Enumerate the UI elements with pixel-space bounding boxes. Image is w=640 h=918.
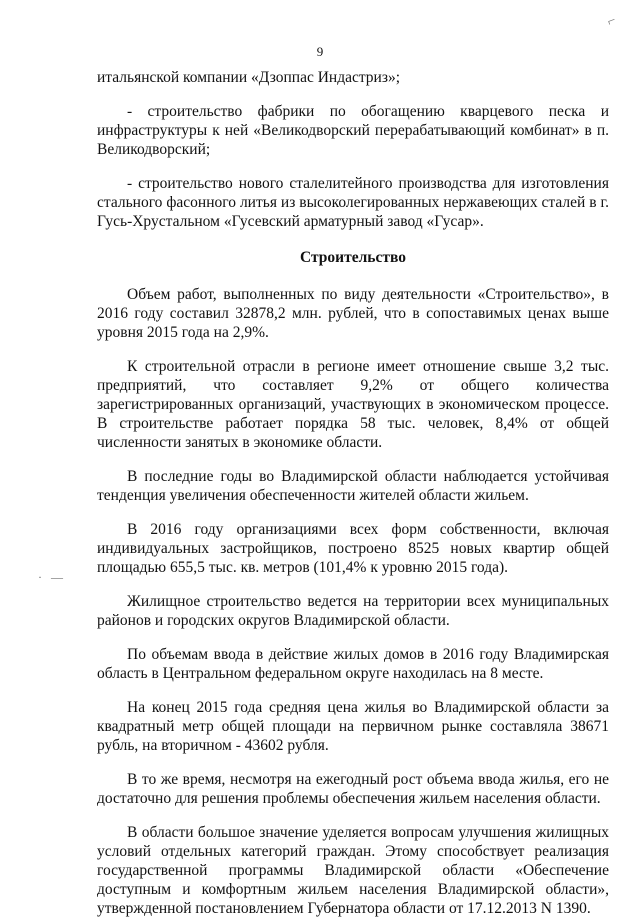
scan-mark: ⌐ [605, 13, 619, 30]
list-item-steel-foundry: - строительство нового сталелитейного производства для изготовления стального фасонного литья из высоколегированных нержавеющих сталей в г. Гусь-Хрустальном «Гусевский арматурный завод «Гусар». [97, 175, 609, 230]
paragraph-trend: В последние годы во Владимирской области наблюдается устойчивая тенденция увеличения обеспеченности жителей области жильем. [97, 468, 609, 504]
paragraph-program: В области большое значение уделяется вопросам улучшения жилищных условий отдельных категорий граждан. Этому способствует реализация государственной программы Владимирской области «Обеспечение доступным и комфортным жильем населения Владимирской области», утвержденной постановлением Губернатора области от 17.12.2013 N 1390. [97, 824, 609, 917]
paragraph-prices: На конец 2015 года средняя цена жилья во Владимирской области за квадратный метр общей площади на первичном рынке составляла 38671 рубль, на вторичном - 43602 рубля. [97, 699, 609, 754]
paragraph-insufficiency: В то же время, несмотря на ежегодный рост объема ввода жилья, его не достаточно для решения проблемы обеспечения жильем населения области. [97, 771, 609, 807]
paragraph-ranking: По объемам ввода в действие жилых домов в 2016 году Владимирская область в Центральном федеральном округе находилась на 8 месте. [97, 646, 609, 682]
document-body [97, 68, 609, 918]
section-heading: Строительство [300, 249, 406, 266]
paragraph-territory: Жилищное строительство ведется на территории всех муниципальных районов и городских округов Владимирской области. [97, 593, 609, 629]
page-number: 9 [316, 44, 324, 59]
list-item-continuation: итальянской компании «Дзоппас Индастриз»; [97, 69, 401, 86]
paragraph-enterprises: К строительной отрасли в регионе имеет отношение свыше 3,2 тыс. предприятий, что составляет 9,2% от общего количества зарегистрированных организаций, участвующих в экономическом процессе. В строительстве работает порядка 58 тыс. человек, 8,4% от общей численности занятых в экономике области. [97, 358, 609, 451]
margin-mark: · — [38, 570, 66, 584]
list-item-quartz-factory: - строительство фабрики по обогащению кварцевого песка и инфраструктуры к ней «Великодворский перерабатывающий комбинат» в п. Великодворский; [97, 103, 609, 158]
paragraph-apartments: В 2016 году организациями всех форм собственности, включая индивидуальных застройщиков, построено 8525 новых квартир общей площадью 655,5 тыс. кв. метров (101,4% к уровню 2015 года). [97, 521, 609, 576]
paragraph-volume: Объем работ, выполненных по виду деятельности «Строительство», в 2016 году составил 32878,2 млн. рублей, что в сопоставимых ценах выше уровня 2015 года на 2,9%. [97, 286, 609, 341]
